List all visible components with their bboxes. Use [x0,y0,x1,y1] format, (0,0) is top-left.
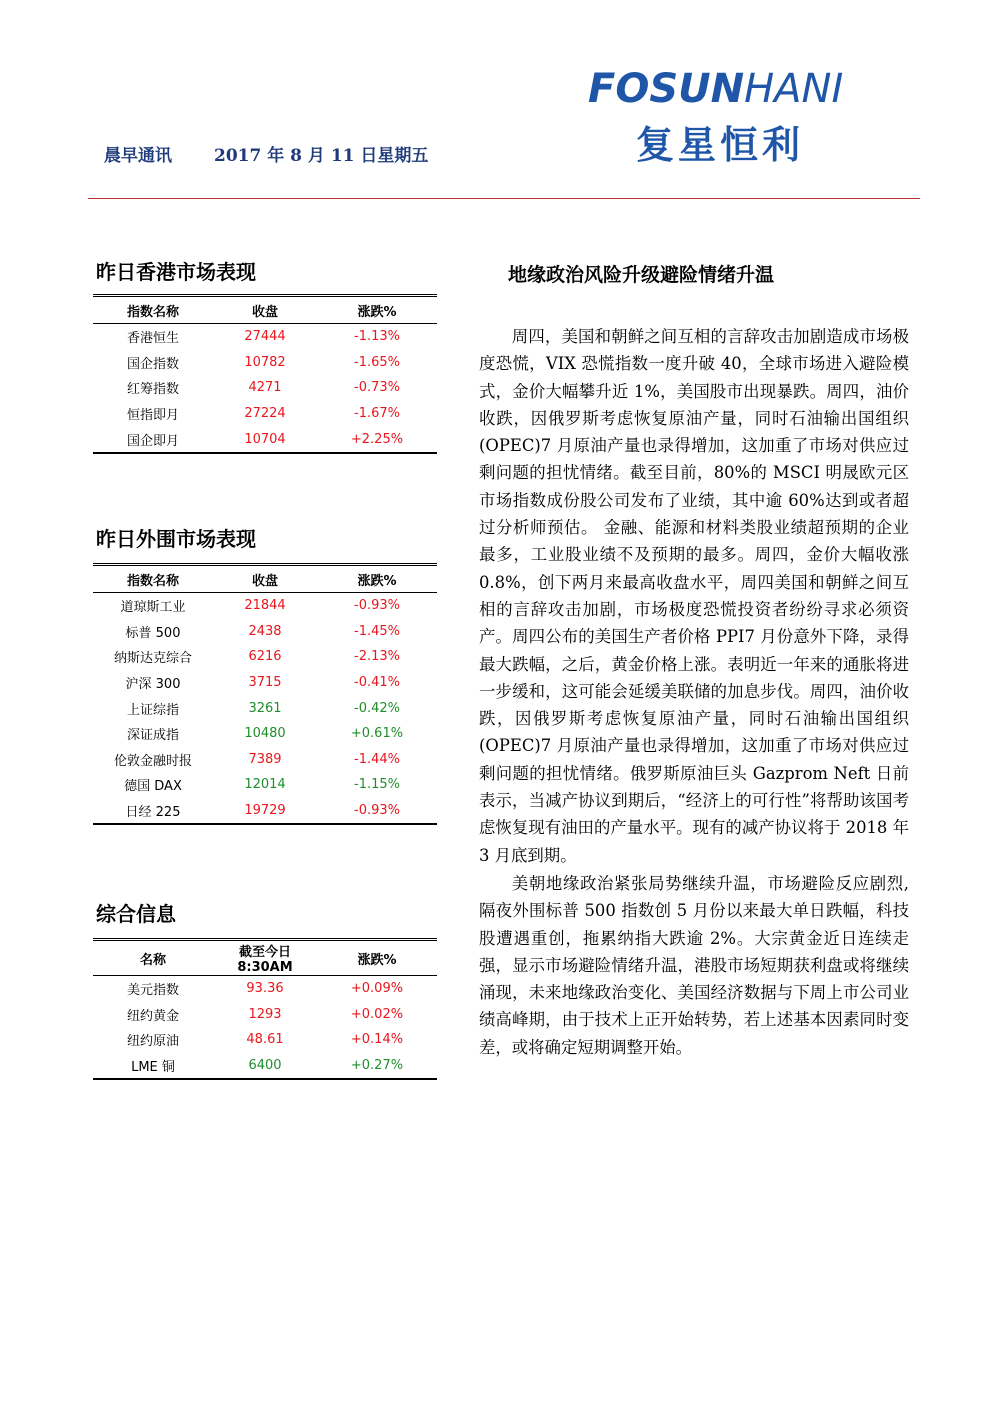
header-divider [88,198,920,199]
close-value-cell: 3261 [248,700,282,716]
table-row [93,1027,437,1053]
close-value-cell: 27224 [244,406,286,422]
close-value-cell: 3715 [248,675,282,691]
index-name-cell: 国企指数 [126,356,179,372]
close-value-cell: 6216 [248,649,282,665]
index-name-cell: 道琼斯工业 [120,600,186,616]
col-header-change: 涨跌% [317,565,437,593]
report-date: 2017 年 8 月 11 日星期五 [214,146,429,166]
close-value-cell: 1293 [248,1006,282,1022]
change-value-cell: -0.93% [354,598,400,614]
table-row [93,1053,437,1080]
table-row [93,772,437,798]
close-value-cell: 7389 [248,751,282,767]
logo-en-bold: FOSUN [588,66,745,112]
table-row [93,670,437,696]
col-header-name: 指数名称 [93,565,213,593]
general-info-title: 综合信息 [96,902,176,926]
col-header-close: 截至今日 8:30AM [213,940,317,976]
col-header-name: 指数名称 [93,296,213,324]
index-name-cell: 深证成指 [126,728,179,744]
table-row [93,401,437,427]
index-name-cell: 标普 500 [125,625,181,641]
close-value-cell: 10704 [213,426,317,453]
report-name: 晨早通讯 [104,146,172,166]
change-value-cell: +0.14% [350,1032,404,1048]
index-name-cell: LME 铜 [93,1053,213,1080]
report-header [104,141,428,166]
change-value-cell: -1.13% [354,329,400,345]
col-header-name: 名称 [93,940,213,976]
hk-market-table [93,294,437,454]
table-row [93,375,437,401]
table-row [93,644,437,670]
table-row [93,426,437,453]
article-paragraph: 美朝地缘政治紧张局势继续升温，市场避险反应剧烈,隔夜外围标普 500 指数创 5 月份以来最大单日跌幅，科技股遭遇重创，拖累纳指大跌逾 2%。大宗黄金近日连续走强，显示市场避险情绪升温，港股市场短期获利盘或将继续涌现，未来地缘政治变化、美国经济数据与下周上市公司业绩高峰期，由于技术上正开始转势，若上述基本因素同时变差，或将确定短期调整开始。 [479,873,909,1057]
article-paragraph: 周四，美国和朝鲜之间互相的言辞攻击加剧造成市场极度恐慌，VIX 恐慌指数一度升破 40，全球市场进入避险模式，金价大幅攀升近 1%，美国股市出现暴跌。周四，油价收跌，因俄罗斯考虑恢复原油产量，同时石油输出国组织(OPEC)7 月原油产量也录得增加，这加重了市场对供应过剩问题的担忧情绪。截至目前，80%的 MSCI 明晟欧元区市场指数成份股公司发布了业绩，其中逾 60%达到或者超过分析师预估。 金融、能源和材料类股业绩超预期的企业最多，工业股业绩不及预期的最多。周四，金价大幅收涨 0.8%，创下两月来最高收盘水平，周四美国和朝鲜之间互相的言辞攻击加剧，市场极度恐慌投资者纷纷寻求必须资产。周四公布的美国生产者价格 PPI7 月份意外下降，录得最大跌幅，之后，黄金价格上涨。表明近一年来的通胀将进一步缓和，这可能会延缓美联储的加息步伐。周四，油价收跌，因俄罗斯考虑恢复原油产量，同时石油输出国组织(OPEC)7 月原油产量也录得增加，这加重了市场对供应过剩问题的担忧情绪。俄罗斯原油巨头 Gazprom Neft 日前表示，当减产协议到期后，“经济上的可行性”将帮助该国考虑恢复现有油田的产量水平。现有的减产协议将于 2018 年 3 月底到期。 [479,327,909,865]
close-value-cell: 4271 [248,380,282,396]
close-value-cell: 10782 [244,354,286,370]
change-value-cell: -0.73% [354,380,400,396]
change-value-cell: -1.45% [354,623,400,639]
change-value-cell: -1.44% [354,751,400,767]
change-value-cell: +0.61% [350,726,404,742]
logo-english [588,66,843,112]
close-value-cell: 93.36 [246,981,284,997]
index-name-cell: 纽约黄金 [126,1008,179,1024]
general-info-table [93,938,437,1080]
close-value-cell: 27444 [244,329,286,345]
index-name-cell: 纳斯达克综合 [113,651,192,667]
table-row [93,619,437,645]
table-row [93,593,437,619]
table-row [93,976,437,1002]
table-row [93,695,437,721]
global-market-title: 昨日外围市场表现 [96,527,256,551]
change-value-cell: -1.65% [354,354,400,370]
index-name-cell: 沪深 300 [125,677,181,693]
index-name-cell: 上证综指 [126,702,179,718]
table-row [93,747,437,773]
table-row [93,721,437,747]
close-value-cell: 21844 [244,598,286,614]
col-header-change: 涨跌% [317,940,437,976]
change-value-cell: +0.27% [317,1053,437,1080]
close-value-cell: 19729 [213,798,317,825]
index-name-cell: 恒指即月 [126,408,179,424]
index-name-cell: 香港恒生 [126,331,179,347]
hk-market-title: 昨日香港市场表现 [96,260,256,284]
change-value-cell: -0.93% [317,798,437,825]
index-name-cell: 伦敦金融时报 [113,753,192,769]
logo-chinese: 复星恒利 [636,123,805,167]
col-header-close: 收盘 [213,565,317,593]
change-value-cell: -1.15% [354,777,400,793]
change-value-cell: +0.02% [350,1006,404,1022]
change-value-cell: -2.13% [354,649,400,665]
table-row [93,798,437,825]
change-value-cell: -0.42% [354,700,400,716]
close-value-cell: 2438 [248,623,282,639]
logo-en-light: HANI [744,66,844,112]
change-value-cell: -1.67% [354,406,400,422]
change-value-cell: +2.25% [317,426,437,453]
col-header-close: 收盘 [213,296,317,324]
change-value-cell: -0.41% [354,675,400,691]
index-name-cell: 日经 225 [93,798,213,825]
article-title: 地缘政治风险升级避险情绪升温 [508,264,775,286]
table-row [93,1002,437,1028]
index-name-cell: 纽约原油 [126,1034,179,1050]
index-name-cell: 国企即月 [93,426,213,453]
general-info-body [93,976,437,1080]
index-name-cell: 美元指数 [126,983,179,999]
article-body [479,323,909,1061]
global-market-body [93,593,437,825]
change-value-cell: +0.09% [350,981,404,997]
index-name-cell: 德国 DAX [124,779,182,795]
close-value-cell: 10480 [244,726,286,742]
close-value-cell: 12014 [244,777,286,793]
table-row [93,324,437,350]
hk-market-body [93,324,437,453]
company-logo [588,66,888,166]
close-value-cell: 48.61 [246,1032,284,1048]
index-name-cell: 红筹指数 [126,382,179,398]
global-market-table [93,563,437,825]
col-header-change: 涨跌% [317,296,437,324]
table-row [93,350,437,376]
close-value-cell: 6400 [213,1053,317,1080]
